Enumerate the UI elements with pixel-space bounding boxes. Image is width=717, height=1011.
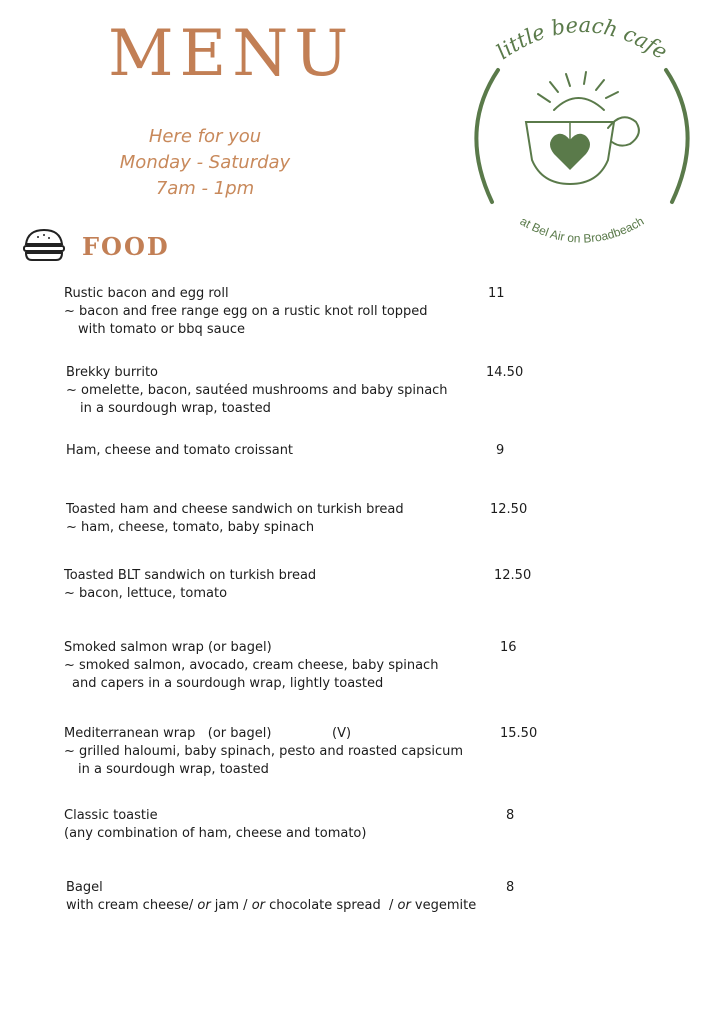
vegetarian-tag: (V): [332, 726, 352, 741]
menu-item: [66, 879, 536, 915]
item-price: 11: [488, 286, 505, 301]
item-price: 14.50: [486, 365, 524, 380]
menu-item: [64, 285, 504, 339]
svg-text:little beach cafe: [492, 13, 672, 64]
item-price: 16: [500, 640, 517, 655]
item-description: ~ omelette, bacon, sautéed mushrooms and baby spinach: [66, 383, 448, 398]
item-name-text: Mediterranean wrap (or bagel): [64, 726, 272, 741]
item-description: in a sourdough wrap, toasted: [78, 762, 269, 777]
menu-item: [64, 725, 544, 779]
item-name: Rustic bacon and egg roll: [64, 286, 229, 301]
logo-bottom-text: at Bel Air on Broadbeach: [517, 213, 647, 246]
desc-part: vegemite: [410, 898, 477, 913]
item-description: ~ bacon, lettuce, tomato: [64, 586, 228, 601]
desc-or: or: [197, 898, 211, 913]
menu-item: [66, 501, 536, 537]
item-description: with tomato or bbq sauce: [78, 322, 246, 337]
desc-or: or: [397, 898, 411, 913]
item-name: Classic toastie: [64, 808, 158, 823]
desc-part: with cream cheese/: [66, 898, 198, 913]
hours-tagline: Here for you: [148, 126, 262, 147]
item-name: [64, 725, 544, 743]
item-price: 12.50: [494, 568, 532, 583]
item-price: 12.50: [490, 502, 528, 517]
menu-title: MENU: [108, 17, 355, 91]
menu-item: [66, 364, 526, 418]
menu-item: [64, 639, 534, 693]
section-label: FOOD: [82, 232, 170, 261]
item-name: Toasted ham and cheese sandwich on turkish bread: [66, 502, 404, 517]
item-description: ~ smoked salmon, avocado, cream cheese, baby spinach: [64, 658, 439, 673]
opening-hours: [100, 124, 310, 202]
cafe-logo: [458, 10, 706, 250]
item-description: in a sourdough wrap, toasted: [80, 401, 271, 416]
item-description: [66, 897, 536, 915]
desc-part: jam /: [210, 898, 252, 913]
logo-top-text: little beach cafe: [492, 12, 672, 65]
item-name: Brekky burrito: [66, 365, 159, 380]
hours-time: 7am - 1pm: [155, 178, 255, 199]
item-name: Smoked salmon wrap (or bagel): [64, 640, 272, 655]
item-description: ~ ham, cheese, tomato, baby spinach: [66, 520, 315, 535]
item-description: ~ grilled haloumi, baby spinach, pesto and roasted capsicum: [64, 744, 464, 759]
item-description: ~ bacon and free range egg on a rustic knot roll topped: [64, 304, 428, 319]
item-description: (any combination of ham, cheese and tomato): [64, 826, 367, 841]
item-name: Toasted BLT sandwich on turkish bread: [64, 568, 317, 583]
coffee-cup-icon: [526, 72, 639, 184]
svg-text:at Bel Air on Broadbeach: [518, 214, 647, 246]
item-name: Bagel: [66, 880, 103, 895]
hours-days: Monday - Saturday: [119, 152, 291, 173]
menu-item: [66, 442, 526, 460]
desc-or: or: [251, 898, 266, 913]
item-description: and capers in a sourdough wrap, lightly toasted: [72, 676, 384, 691]
item-price: 9: [496, 443, 505, 458]
item-name: Ham, cheese and tomato croissant: [66, 443, 294, 458]
menu-item: [64, 807, 534, 843]
desc-part: chocolate spread /: [265, 898, 398, 913]
item-price: 8: [506, 808, 515, 823]
menu-item: [64, 567, 534, 603]
item-price: 8: [506, 880, 515, 895]
burger-icon: [22, 228, 66, 262]
item-price: 15.50: [500, 726, 538, 741]
